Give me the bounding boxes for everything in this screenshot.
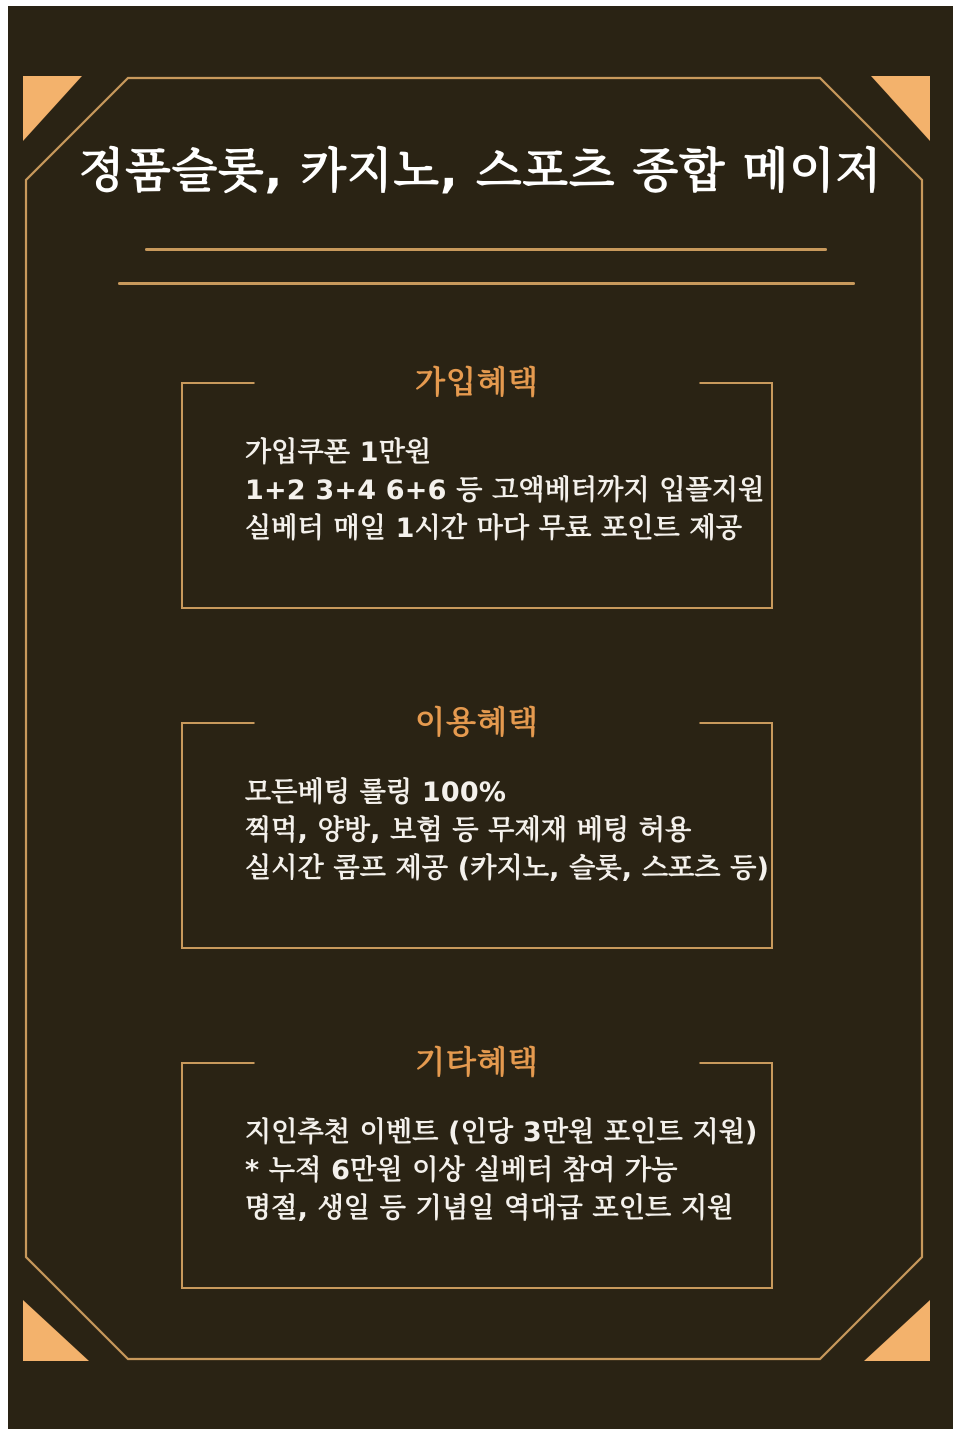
benefit-line: * 누적 6만원 이상 실베터 참여 가능 — [245, 1155, 678, 1186]
poster-background — [8, 6, 953, 1429]
section-heading: 기타혜택 — [255, 1042, 700, 1084]
divider-line-top — [145, 248, 827, 251]
benefit-line: 찍먹, 양방, 보험 등 무제재 베팅 허용 — [245, 815, 692, 846]
divider-line-bottom — [118, 282, 855, 285]
benefit-line: 모든베팅 롤링 100% — [245, 777, 507, 808]
section-usage-benefits — [181, 705, 773, 949]
benefit-line: 실시간 콤프 제공 (카지노, 슬롯, 스포츠 등) — [245, 853, 770, 884]
section-signup-benefits — [181, 365, 773, 609]
corner-triangle-top-left — [23, 76, 82, 141]
benefit-line: 1+2 3+4 6+6 등 고액베터까지 입플지원 — [245, 475, 765, 506]
section-heading: 가입혜택 — [255, 362, 700, 404]
section-body — [183, 1064, 771, 1228]
section-heading: 이용혜택 — [255, 702, 700, 744]
section-body — [183, 384, 771, 548]
poster-title: 정품슬롯, 카지노, 스포츠 종합 메이저 — [78, 144, 883, 199]
benefit-line: 실베터 매일 1시간 마다 무료 포인트 제공 — [245, 513, 743, 544]
section-body — [183, 724, 771, 888]
benefit-line: 명절, 생일 등 기념일 역대급 포인트 지원 — [245, 1193, 734, 1224]
section-other-benefits — [181, 1045, 773, 1289]
benefit-line: 지인추천 이벤트 (인당 3만원 포인트 지원) — [245, 1117, 758, 1148]
corner-triangle-bottom-right — [864, 1300, 930, 1361]
corner-triangle-top-right — [871, 76, 930, 141]
benefit-line: 가입쿠폰 1만원 — [245, 437, 432, 468]
